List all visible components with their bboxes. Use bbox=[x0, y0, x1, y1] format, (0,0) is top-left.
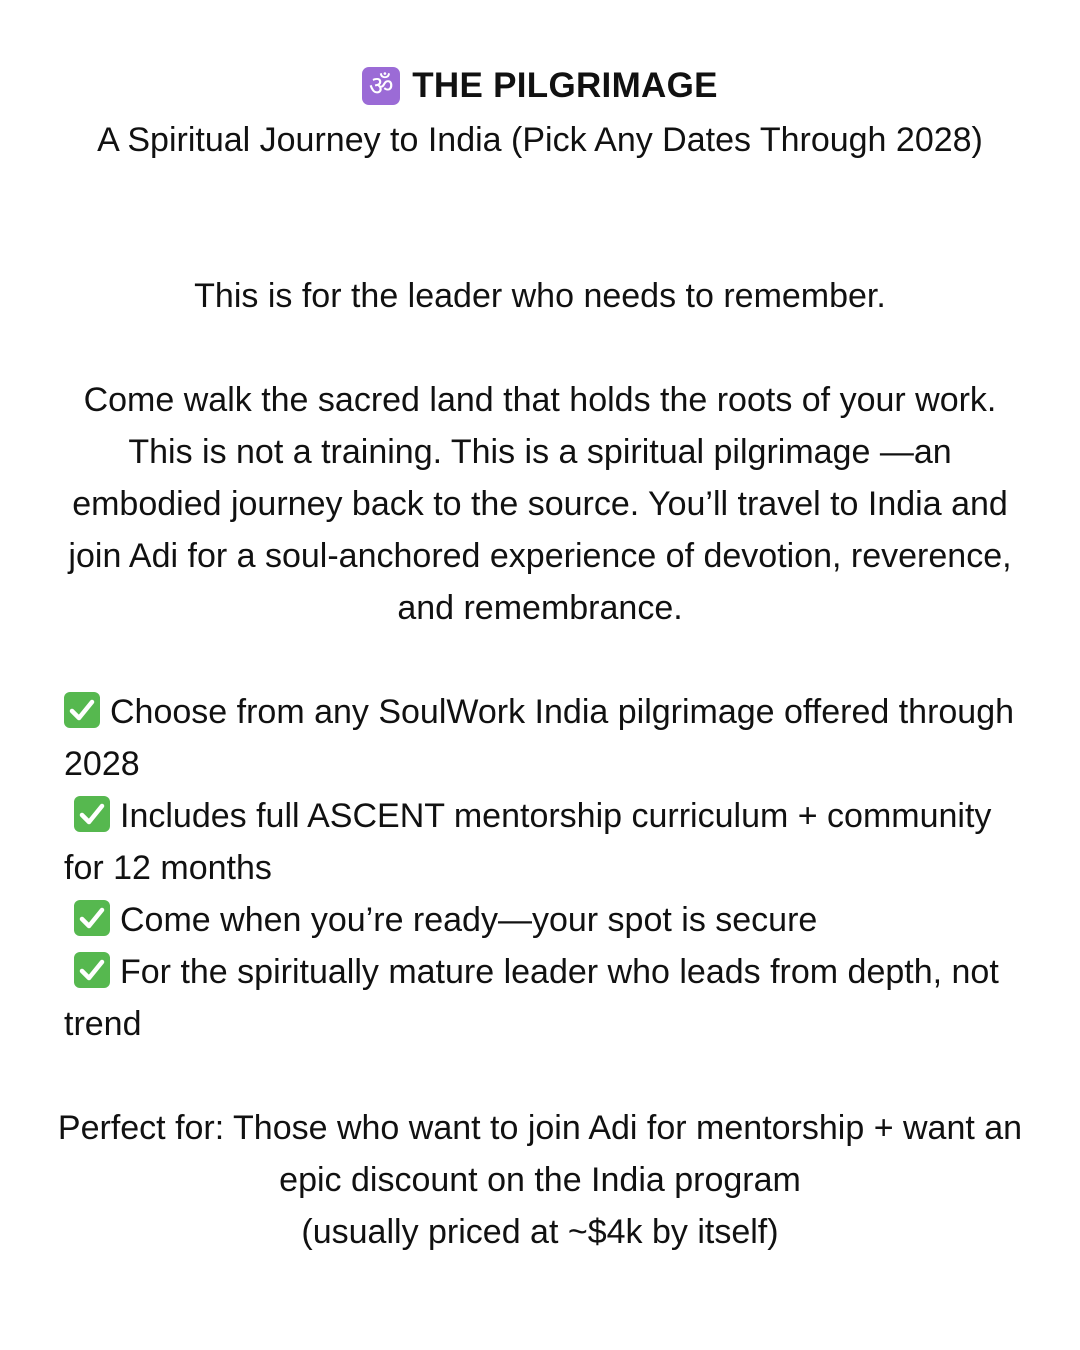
page-title: THE PILGRIMAGE bbox=[412, 66, 718, 105]
benefit-item bbox=[64, 686, 1016, 790]
check-mark-button-icon bbox=[74, 900, 110, 936]
benefit-text: Come when you’re ready—your spot is secure bbox=[120, 901, 818, 939]
description-paragraph: Come walk the sacred land that holds the roots of your work. This is not a training. This is a spiritual pilgrimage —an embodied journey back to the source. You’ll travel to India and join Adi for a soul-anchored experience of devotion, reverence, and remembrance. bbox=[68, 381, 1012, 627]
benefit-item bbox=[64, 894, 1016, 946]
om-glyph: ॐ bbox=[368, 70, 394, 102]
benefits-list bbox=[64, 686, 1016, 1050]
perfect-for-line: Perfect for: Those who want to join Adi for mentorship + want an epic discount on the India program bbox=[57, 1109, 1023, 1199]
check-mark-button-icon bbox=[74, 952, 110, 988]
title-row bbox=[0, 62, 1080, 110]
page-subtitle: A Spiritual Journey to India (Pick Any Dates Through 2028) bbox=[97, 121, 983, 159]
check-mark-button-icon bbox=[64, 692, 100, 728]
price-note: (usually priced at ~$4k by itself) bbox=[301, 1213, 779, 1251]
benefit-item bbox=[64, 790, 1016, 894]
benefit-text: Includes full ASCENT mentorship curriculum + community for 12 months bbox=[64, 797, 992, 887]
benefit-text: For the spiritually mature leader who leads from depth, not trend bbox=[64, 953, 999, 1043]
benefit-item bbox=[64, 946, 1016, 1050]
check-mark-button-icon bbox=[74, 796, 110, 832]
perfect-for-section bbox=[40, 1102, 1040, 1258]
benefit-text: Choose from any SoulWork India pilgrimage offered through 2028 bbox=[64, 693, 1015, 783]
lead-statement: This is for the leader who needs to remember. bbox=[194, 277, 886, 315]
om-symbol-icon bbox=[362, 67, 400, 105]
